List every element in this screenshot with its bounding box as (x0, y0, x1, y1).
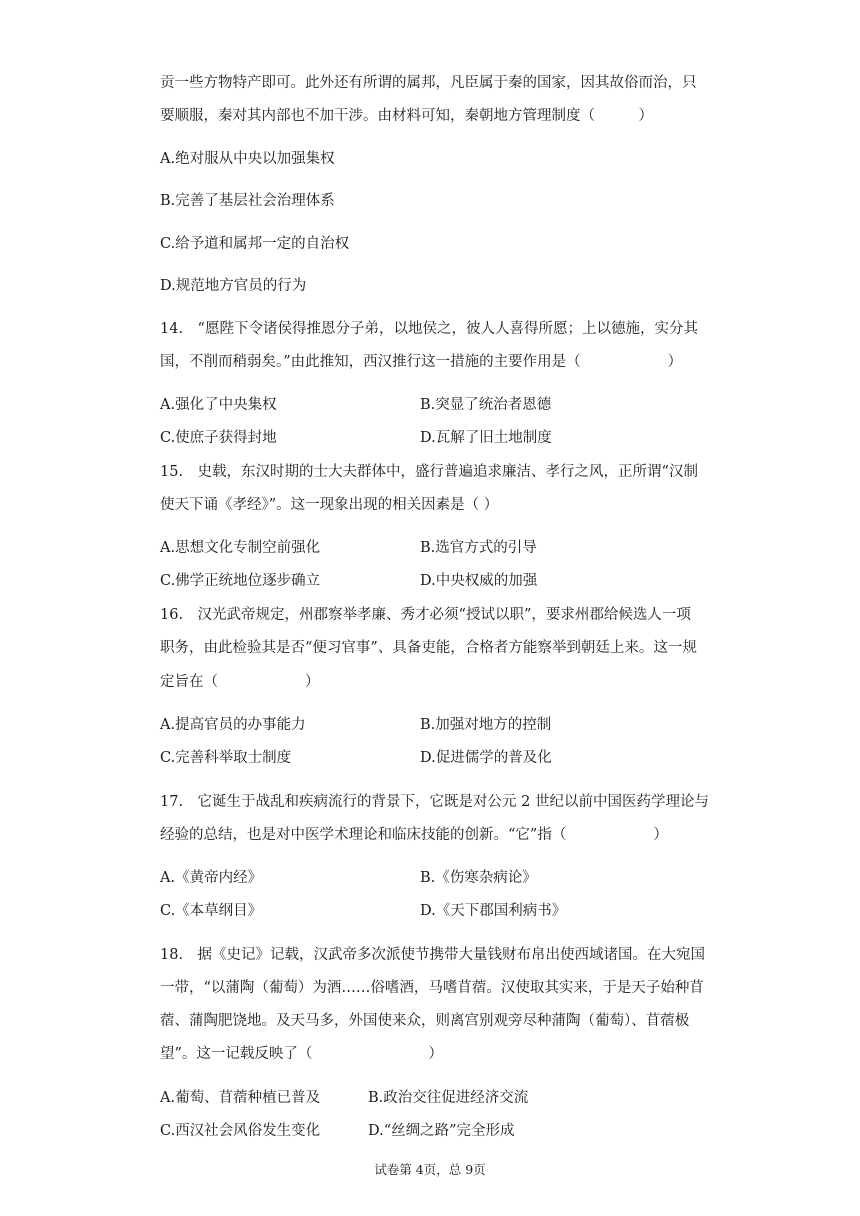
question-13-option-b: B.完善了基层社会治理体系 (160, 193, 335, 209)
question-15-text-line-1: 15. 史载，东汉时期的士大夫群体中，盛行普遍追求廉洁、孝行之风，正所谓“汉制 (160, 464, 698, 480)
question-15-option-d: D.中央权威的加强 (420, 573, 538, 589)
question-13-text-line-2: 要顺服，秦对其内部也不加干涉。由材料可知，秦朝地方管理制度（ ） (160, 108, 653, 124)
question-14-option-d: D.瓦解了旧土地制度 (420, 430, 552, 446)
question-15-text-line-2: 使天下诵《孝经》”。这一现象出现的相关因素是（ ） (160, 497, 499, 513)
question-15-option-b: B.选官方式的引导 (420, 540, 537, 556)
question-14-text-line-2: 国，不削而稍弱矣。”由此推知，西汉推行这一措施的主要作用是（ ） (160, 354, 683, 370)
question-16-option-b: B.加强对地方的控制 (420, 717, 552, 733)
question-16-option-a: A.提高官员的办事能力 (160, 717, 306, 733)
question-14-option-c: C.使庶子获得封地 (160, 430, 277, 446)
question-13-option-a: A.绝对服从中央以加强集权 (160, 151, 335, 167)
question-16-text-line-1: 16. 汉光武帝规定，州郡察举孝廉、秀才必须“授试以职”，要求州郡给候选人一项 (160, 607, 691, 623)
question-16-text-line-2: 职务，由此检验其是否“便习官事”、具备吏能，合格者方能察举到朝廷上来。这一规 (160, 640, 697, 656)
question-18-text-line-2: 一带，“以蒲陶（葡萄）为酒……俗嗜酒，马嗜苜蓿。汉使取其实来，于是天子始种苜 (160, 980, 704, 996)
question-18-option-d: D.“丝绸之路”完全形成 (368, 1123, 515, 1139)
question-14-text-line-1: 14. “愿陛下令诸侯得推恩分子弟，以地侯之，彼人人喜得所愿；上以德施，实分其 (160, 321, 698, 337)
question-17-text-line-1: 17. 它诞生于战乱和疾病流行的背景下，它既是对公元 2 世纪以前中国医药学理论与 (160, 794, 710, 810)
question-13-option-d: D.规范地方官员的行为 (160, 278, 307, 294)
question-17-text-line-2: 经验的总结，也是对中医学术理论和临床技能的创新。“它”指（ ） (160, 827, 668, 843)
question-17-option-c: C.《本草纲目》 (160, 903, 263, 919)
question-18-option-b: B.政治交往促进经济交流 (368, 1090, 529, 1106)
question-16-text-line-3: 定旨在（ ） (160, 674, 320, 690)
question-18-text-line-1: 18. 据《史记》记载，汉武帝多次派使节携带大量钱财布帛出使西域诸国。在大宛国 (160, 947, 706, 963)
question-17-option-a: A.《黄帝内经》 (160, 870, 263, 886)
question-13-text-line-1: 贡一些方物特产即可。此外还有所谓的属邦，凡臣属于秦的国家，因其故俗而治，只 (160, 75, 697, 91)
question-18-option-a: A.葡萄、苜蓿种植已普及 (160, 1090, 321, 1106)
question-18-text-line-4: 望”。这一记载反映了（ ） (160, 1046, 443, 1062)
question-18-option-c: C.西汉社会风俗发生变化 (160, 1123, 321, 1139)
question-14-option-a: A.强化了中央集权 (160, 397, 277, 413)
question-15-option-a: A.思想文化专制空前强化 (160, 540, 321, 556)
question-16-option-c: C.完善科举取士制度 (160, 750, 292, 766)
question-15-option-c: C.佛学正统地位逐步确立 (160, 573, 321, 589)
question-17-option-d: D.《天下郡国利病书》 (420, 903, 567, 919)
question-16-option-d: D.促进儒学的普及化 (420, 750, 552, 766)
question-17-option-b: B.《伤寒杂病论》 (420, 870, 537, 886)
question-13-option-c: C.给予道和属邦一定的自治权 (160, 236, 350, 252)
question-14-option-b: B.突显了统治者恩德 (420, 397, 552, 413)
question-18-text-line-3: 蓿、蒲陶肥饶地。及天马多，外国使来众，则离宫别观旁尽种蒲陶（葡萄）、苜蓿极 (160, 1013, 690, 1029)
page-footer: 试卷第 4页，总 9页 (374, 1162, 486, 1177)
